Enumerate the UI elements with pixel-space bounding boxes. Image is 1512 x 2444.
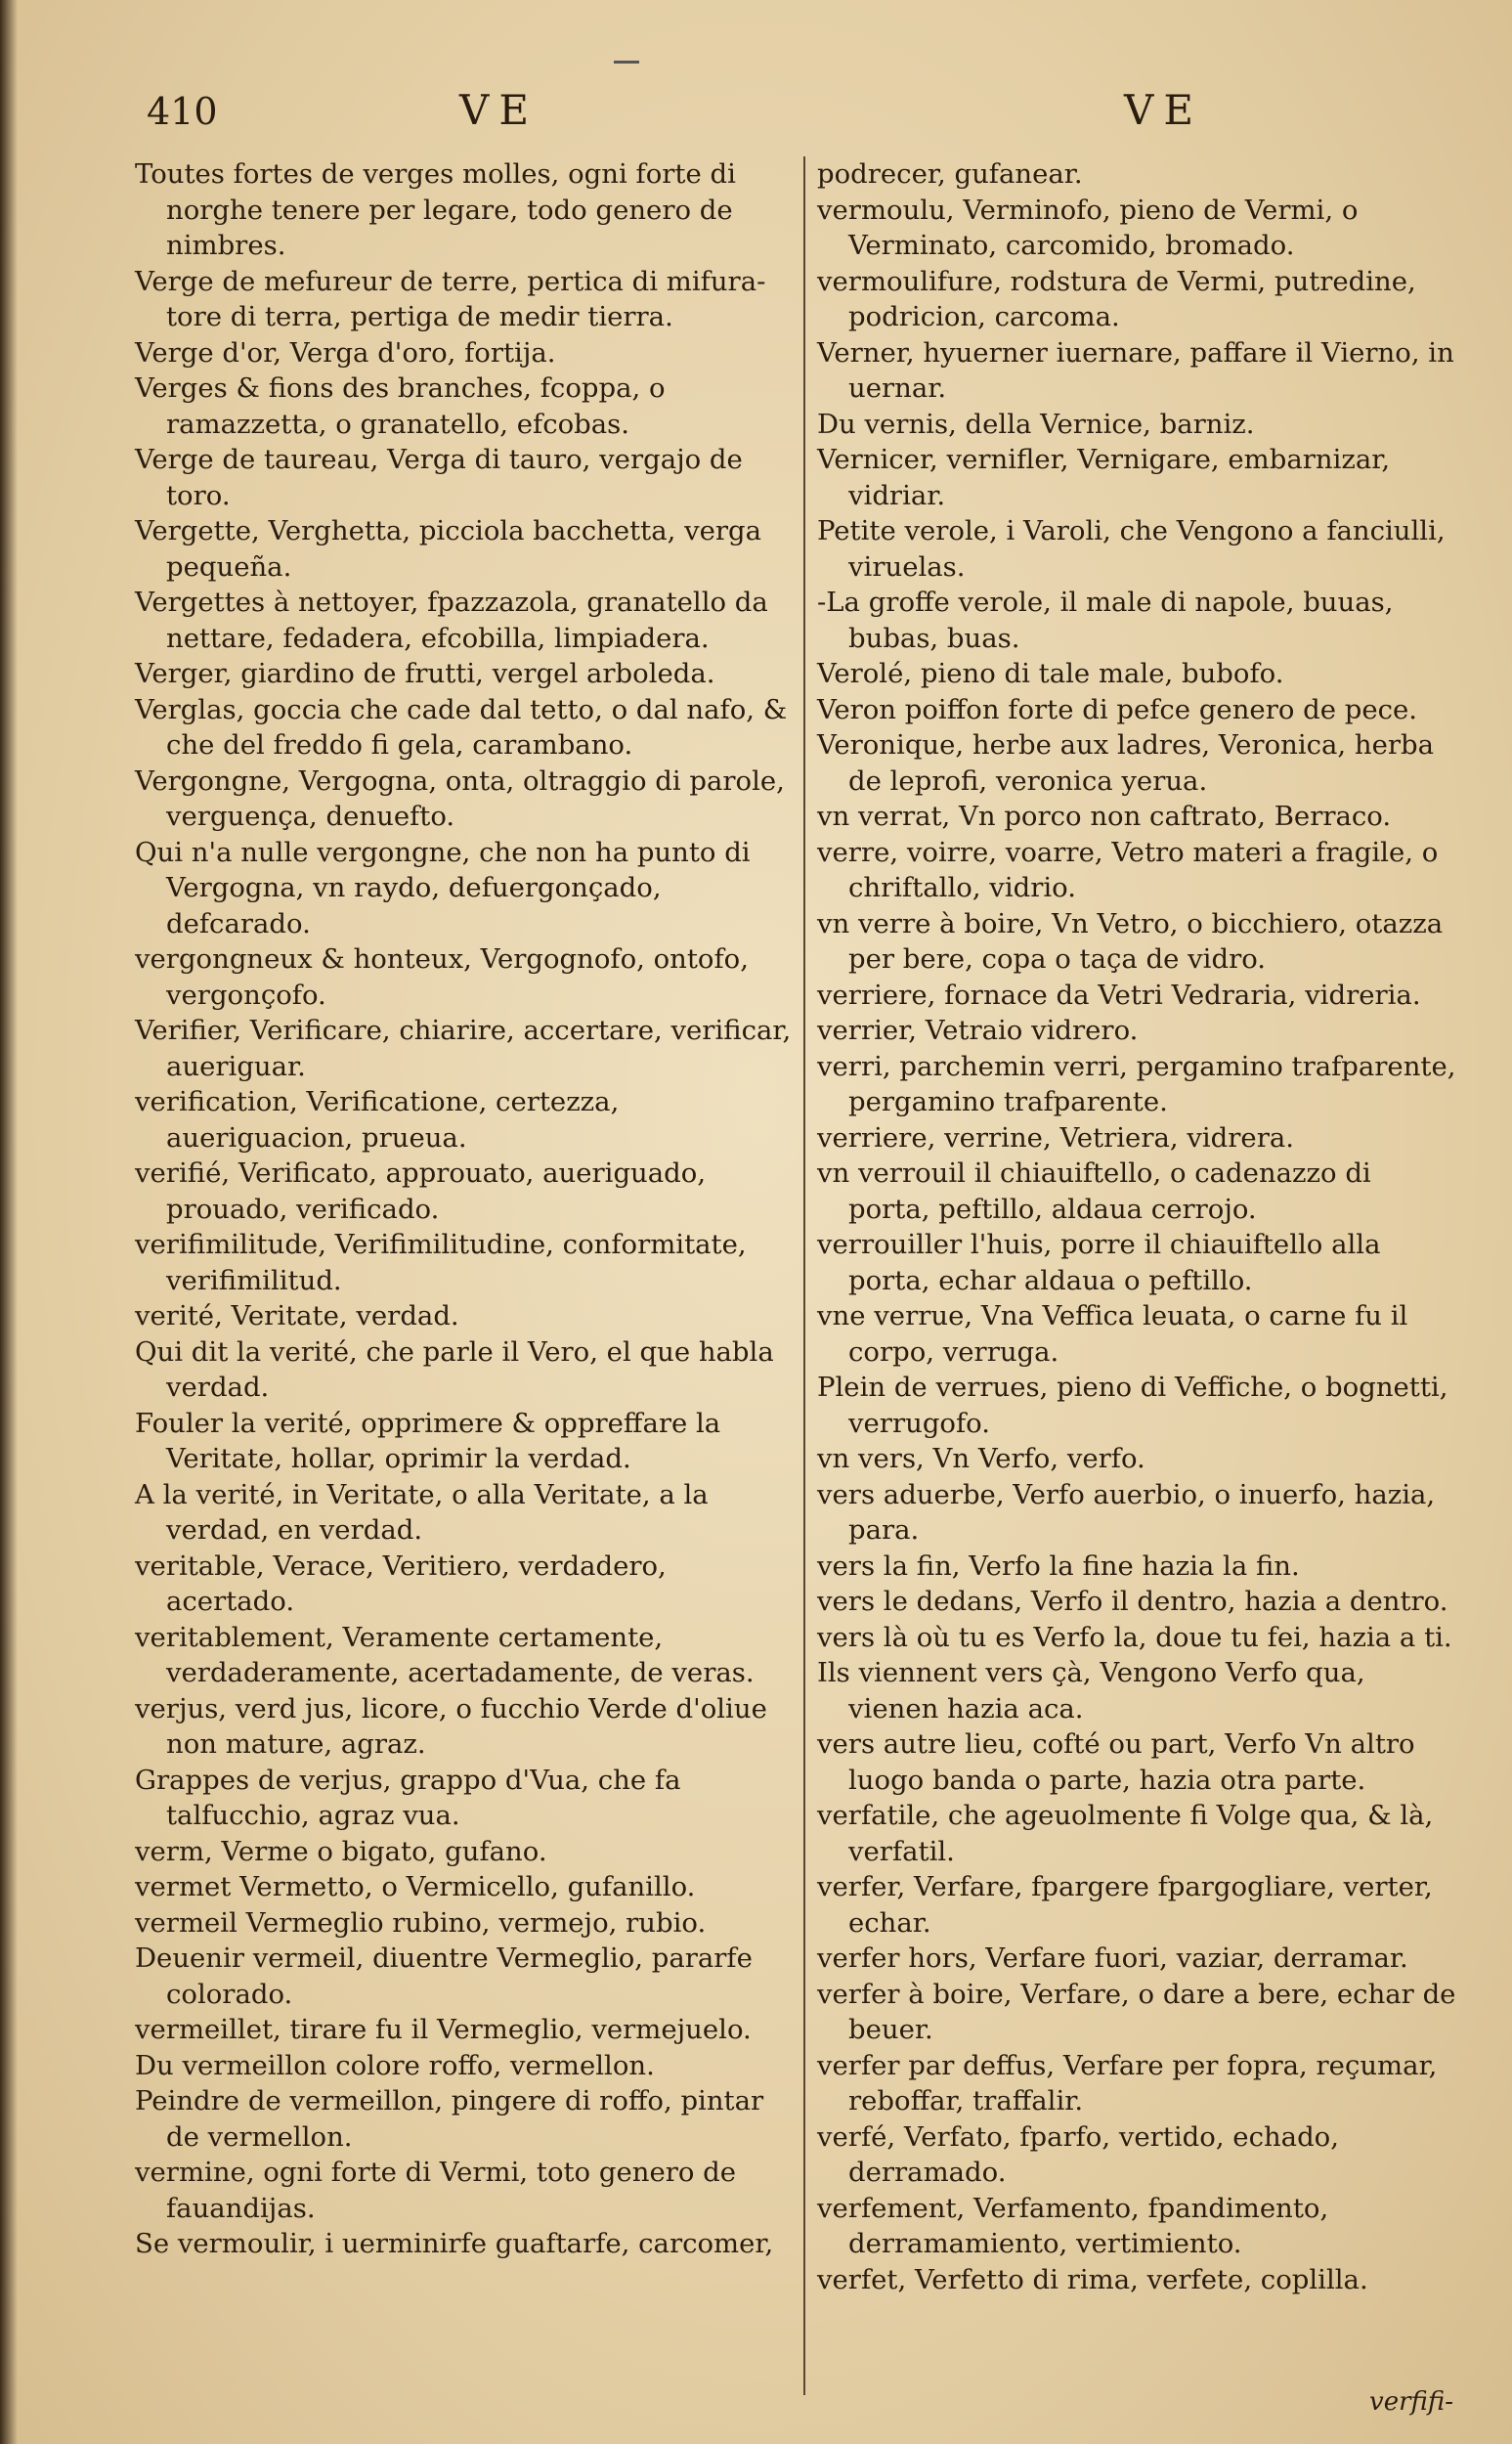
- dictionary-entry: Fouler la verité, opprimere & oppreffare la Veritate, hollar, oprimir la verdad.: [135, 1407, 721, 1474]
- dictionary-entry: Se vermoulir, i uerminirfe guaftarfe, carcomer,: [135, 2228, 774, 2259]
- dictionary-entry: Qui dit la verité, che parle il Vero, el que habla verdad.: [135, 1335, 774, 1403]
- right-column: [817, 156, 1457, 2297]
- dictionary-entry: Veron poiffon forte di pefce genero de pece.: [817, 693, 1418, 725]
- dictionary-entry: Verifier, Verificare, chiarire, accertare, verificar, aueriguar.: [135, 1015, 792, 1082]
- dictionary-entry: Qui n'a nulle vergongne, che non ha punto di Vergogna, vn raydo, defuergonçado, defcarado.: [135, 836, 751, 939]
- dictionary-entry: Vernicer, vernifler, Vernigare, embarnizar, vidriar.: [817, 444, 1391, 511]
- dictionary-entry: Peindre de vermeillon, pingere di roffo, pintar de vermellon.: [135, 2085, 764, 2153]
- dictionary-entry: verifimilitude, Verifimilitudine, conformitate, verifimilitud.: [135, 1229, 747, 1296]
- dictionary-entry: verité, Veritate, verdad.: [135, 1300, 459, 1331]
- dictionary-entry: Verger, giardino de frutti, vergel arboleda.: [135, 658, 715, 689]
- binding-shadow: [0, 0, 18, 2444]
- dictionary-entry: vers autre lieu, cofté ou part, Verfo Vn altro luogo banda o parte, hazia otra parte.: [817, 1728, 1415, 1796]
- dictionary-entry: Vergongne, Vergogna, onta, oltraggio di parole, verguença, denuefto.: [135, 764, 785, 832]
- dictionary-entry: vn verrouil il chiauiftello, o cadenazzo di porta, peftillo, aldaua cerrojo.: [817, 1157, 1371, 1225]
- dictionary-entry: Du vernis, della Vernice, barniz.: [817, 408, 1255, 440]
- dictionary-entry: vermoulifure, rodstura de Vermi, putredine, podricion, carcoma.: [817, 265, 1416, 332]
- dictionary-entry: verfer par deffus, Verfare per fopra, reçumar, reboffar, traffalir.: [817, 2049, 1438, 2117]
- dictionary-entry: Verge d'or, Verga d'oro, fortija.: [135, 336, 556, 369]
- dictionary-entry: Verolé, pieno di tale male, bubofo.: [817, 658, 1284, 689]
- dictionary-entry: Verge de mefureur de terre, pertica di mifura-tore di terra, pertiga de medir tierra.: [135, 265, 766, 332]
- dictionary-entry: Petite verole, i Varoli, che Vengono a fanciulli, viruelas.: [817, 515, 1446, 583]
- top-dash-mark: [614, 61, 639, 64]
- dictionary-entry: vermine, ogni forte di Vermi, toto genero de fauandijas.: [135, 2157, 737, 2224]
- dictionary-entry: vn verrat, Vn porco non caftrato, Berraco.: [817, 801, 1392, 832]
- dictionary-entry: Verges & fions des branches, fcoppa, o ramazzetta, o granatello, efcobas.: [135, 372, 666, 440]
- dictionary-entry: vers la fin, Verfo la fine hazia la fin.: [817, 1549, 1300, 1582]
- dictionary-entry: verfatile, che ageuolmente fi Volge qua, & là, verfatil.: [817, 1800, 1434, 1867]
- catchword: verfifi-: [1369, 2387, 1453, 2417]
- dictionary-entry: Vergette, Verghetta, picciola bacchetta, verga pequeña.: [135, 515, 762, 583]
- left-column: [135, 156, 794, 2262]
- dictionary-entry: verrouiller l'huis, porre il chiauiftello alla porta, echar aldaua o peftillo.: [817, 1229, 1381, 1296]
- dictionary-entry: vn vers, Vn Verfo, verfo.: [817, 1443, 1145, 1474]
- dictionary-entry: vermoulu, Verminofo, pieno de Vermi, o Verminato, carcomido, bromado.: [817, 194, 1359, 261]
- dictionary-entry: veritable, Verace, Veritiero, verdadero, acertado.: [135, 1549, 667, 1617]
- dictionary-entry: Verner, hyuerner iuernare, paffare il Vierno, in uernar.: [817, 336, 1454, 404]
- column-divider: [803, 156, 805, 2395]
- dictionary-entry: Veronique, herbe aux ladres, Veronica, herba de leprofi, veronica yerua.: [817, 729, 1435, 797]
- dictionary-entry: Grappes de verjus, grappo d'Vua, che fa talfucchio, agraz vua.: [135, 1764, 681, 1831]
- header-right: VE: [1124, 86, 1203, 134]
- dictionary-entry: vermeillet, tirare fu il Vermeglio, vermejuelo.: [135, 2014, 752, 2045]
- dictionary-entry: verrier, Vetraio vidrero.: [817, 1015, 1139, 1046]
- dictionary-entry: vergongneux & honteux, Vergognofo, ontofo, vergonçofo.: [135, 943, 749, 1011]
- dictionary-entry: verriere, verrine, Vetriera, vidrera.: [817, 1121, 1294, 1154]
- dictionary-entry: Verge de taureau, Verga di tauro, vergajo de toro.: [135, 444, 743, 511]
- dictionary-entry: verfé, Verfato, fparfo, vertido, echado, derramado.: [817, 2120, 1339, 2188]
- dictionary-entry: verriere, fornace da Vetri Vedraria, vidreria.: [817, 979, 1421, 1011]
- dictionary-entry: Ils viennent vers çà, Vengono Verfo qua, vienen hazia aca.: [817, 1657, 1365, 1724]
- dictionary-entry: verm, Verme o bigato, gufano.: [135, 1835, 547, 1867]
- dictionary-entry: Du vermeillon colore roffo, vermellon.: [135, 2049, 655, 2081]
- dictionary-entry: verfet, Verfetto di rima, verfete, coplilla.: [817, 2263, 1368, 2295]
- dictionary-entry: verfer à boire, Verfare, o dare a bere, echar de beuer.: [817, 1978, 1456, 2045]
- page-number: 410: [147, 90, 218, 133]
- dictionary-entry: verfement, Verfamento, fpandimento, derramamiento, vertimiento.: [817, 2192, 1329, 2259]
- dictionary-entry: vers là où tu es Verfo la, doue tu fei, hazia a ti.: [817, 1621, 1452, 1653]
- dictionary-entry: verifié, Verificato, approuato, aueriguado, prouado, verificado.: [135, 1157, 707, 1225]
- dictionary-entry: podrecer, gufanear.: [817, 158, 1083, 190]
- dictionary-entry: verjus, verd jus, licore, o fucchio Verde d'oliue non mature, agraz.: [135, 1692, 767, 1760]
- dictionary-entry: vermet Vermetto, o Vermicello, gufanillo.: [135, 1871, 696, 1902]
- dictionary-entry: vermeil Vermeglio rubino, vermejo, rubio.: [135, 1906, 707, 1939]
- dictionary-entry: verfer hors, Verfare fuori, vaziar, derramar.: [817, 1942, 1408, 1974]
- dictionary-entry: vers le dedans, Verfo il dentro, hazia a dentro.: [817, 1586, 1448, 1617]
- dictionary-entry: Plein de verrues, pieno di Veffiche, o bognetti, verrugofo.: [817, 1372, 1448, 1439]
- dictionary-entry: veritablement, Veramente certamente, verdaderamente, acertadamente, de veras.: [135, 1621, 755, 1688]
- dictionary-entry: A la verité, in Veritate, o alla Veritate, a la verdad, en verdad.: [135, 1478, 709, 1546]
- dictionary-entry: vers aduerbe, Verfo auerbio, o inuerfo, hazia, para.: [817, 1478, 1436, 1546]
- dictionary-entry: -La groffe verole, il male di napole, buuas, bubas, buas.: [817, 587, 1394, 654]
- dictionary-entry: verre, voirre, voarre, Vetro materi a fragile, o chriftallo, vidrio.: [817, 836, 1439, 903]
- dictionary-entry: Toutes fortes de verges molles, ogni forte di norghe tenere per legare, todo genero de nimbres.: [135, 158, 736, 261]
- dictionary-entry: verification, Verificatione, certezza, aueriguacion, prueua.: [135, 1086, 620, 1154]
- dictionary-entry: Vergettes à nettoyer, fpazzazola, granatello da nettare, fedadera, efcobilla, limpiadera.: [135, 587, 768, 654]
- dictionary-entry: verri, parchemin verri, pergamino trafparente, pergamino trafparente.: [817, 1050, 1456, 1117]
- dictionary-entry: verfer, Verfare, fpargere fpargogliare, verter, echar.: [817, 1871, 1433, 1939]
- dictionary-entry: Deuenir vermeil, diuentre Vermeglio, pararfe colorado.: [135, 1942, 753, 2010]
- dictionary-entry: vn verre à boire, Vn Vetro, o bicchiero, otazza per bere, copa o taça de vidro.: [817, 907, 1444, 975]
- dictionary-entry: Verglas, goccia che cade dal tetto, o dal nafo, & che del freddo fi gela, carambano.: [135, 693, 788, 761]
- dictionary-entry: vne verrue, Vna Veffica leuata, o carne fu il corpo, verruga.: [817, 1300, 1408, 1368]
- header-left: VE: [459, 86, 539, 134]
